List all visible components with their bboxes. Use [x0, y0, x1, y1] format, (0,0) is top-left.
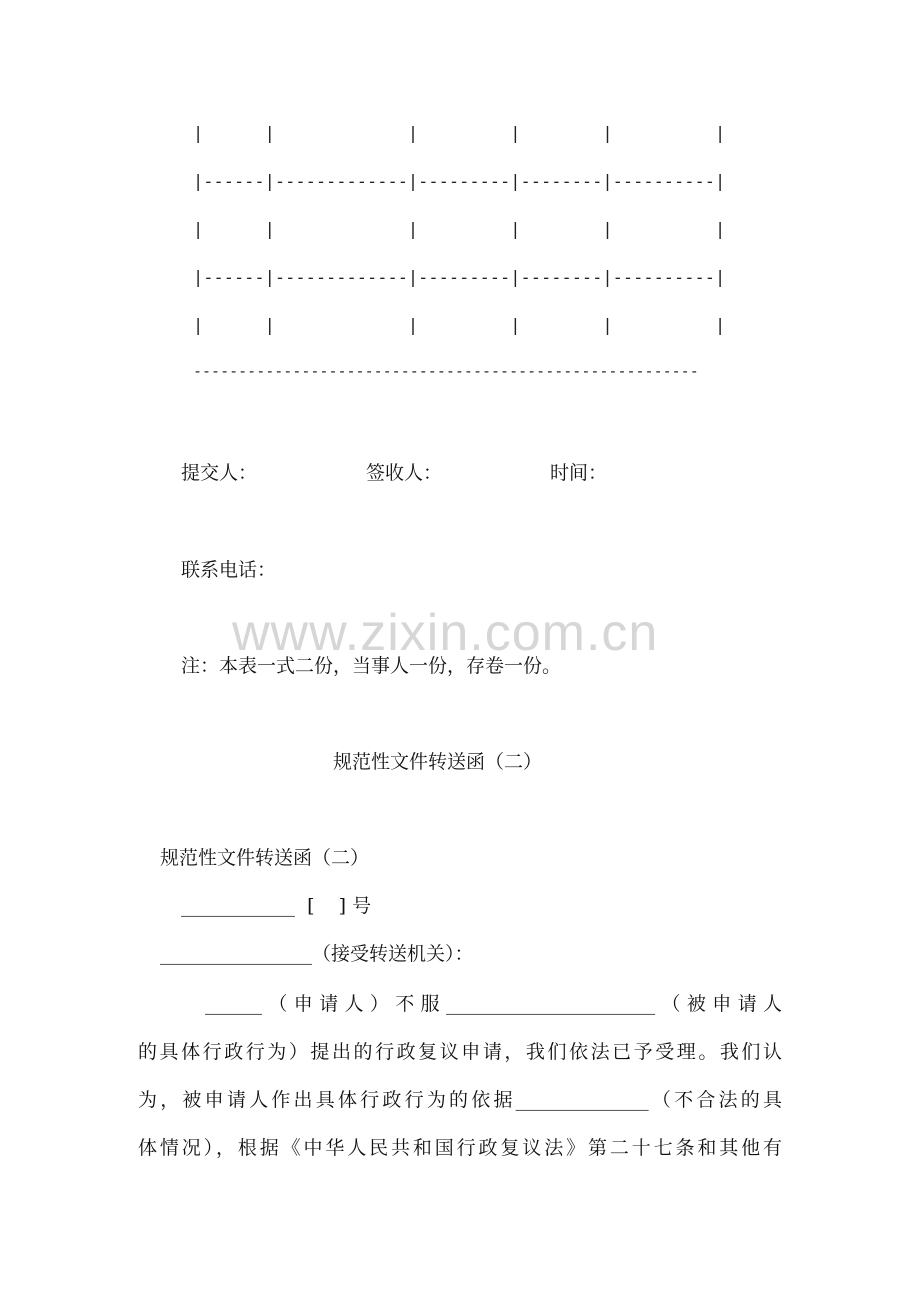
receiver-label: 签收人： [366, 462, 443, 484]
section-subheading: 规范性文件转送函（二） [160, 847, 370, 869]
table-separator: |------|-------------|---------|--------|----------| [193, 268, 726, 288]
note-text: 注：本表一式二份，当事人一份，存卷一份。 [181, 655, 562, 677]
table-row: | | | | | | [193, 316, 726, 336]
body-line: 的具体行政行为）提出的行政复议申请，我们依法已予受理。我们认 [138, 1041, 782, 1063]
body-line: 体情况），根据《中华人民共和国行政复议法》第二十七条和其他有 [138, 1137, 782, 1159]
watermark: www.zixin.com.cn [232, 604, 659, 662]
section-heading: 规范性文件转送函（二） [333, 751, 543, 773]
table-separator: |------|-------------|---------|--------|----------| [193, 172, 726, 192]
recipient-line: ________________（接受转送机关）： [160, 943, 474, 965]
body-line: 为，被申请人作出具体行政行为的依据______________（不合法的具 [138, 1089, 782, 1111]
submitter-label: 提交人： [181, 462, 258, 484]
document-number-line: ____________ [ ] 号 [181, 895, 372, 917]
phone-label: 联系电话： [181, 559, 277, 581]
table-bottom-rule: -------------------------------------------------------- [193, 362, 699, 380]
table-row: | | | | | | [193, 124, 726, 144]
table-row: | | | | | | [193, 220, 726, 240]
body-line: ______（申请人）不服______________________（被申请人 [205, 993, 782, 1015]
time-label: 时间： [550, 462, 608, 484]
